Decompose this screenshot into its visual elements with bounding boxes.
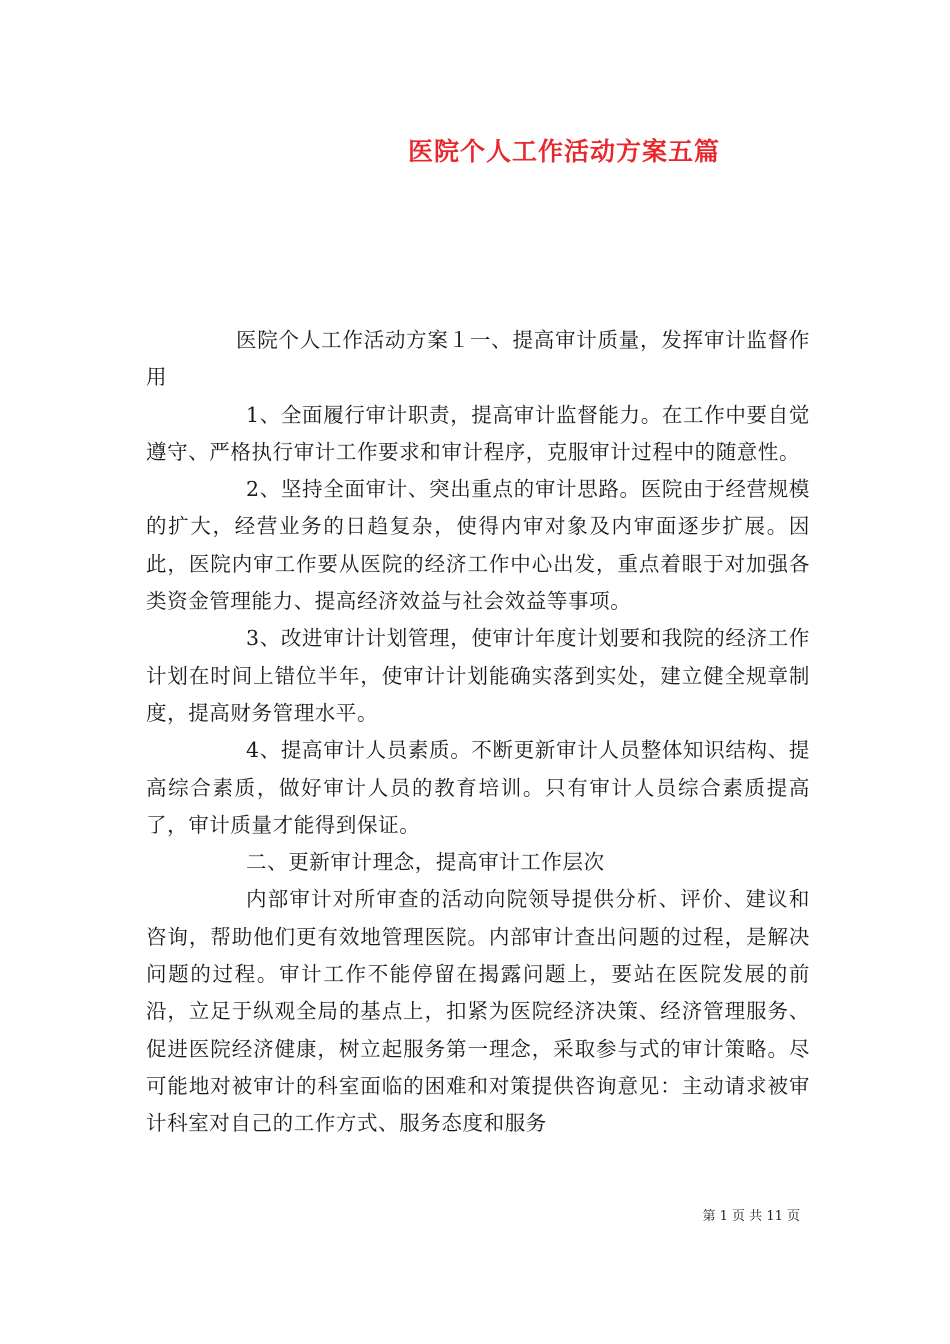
paragraph-item-3: 3、改进审计计划管理，使审计年度计划要和我院的经济工作计划在时间上错位半年，使审计计划能确实落到实处，建立健全规章制度，提高财务管理水平。 — [146, 626, 810, 725]
paragraph-item-1: 1、全面履行审计职责，提高审计监督能力。在工作中要自觉遵守、严格执行审计工作要求和审计程序，克服审计过程中的随意性。 — [146, 402, 810, 464]
document-title: 医院个人工作活动方案五篇 — [407, 137, 720, 166]
section-heading-2: 二、更新审计理念，提高审计工作层次 — [246, 850, 605, 875]
page-number: 第 1 页 共 11 页 — [702, 1209, 800, 1224]
document-body — [146, 322, 810, 1143]
paragraph-item-2: 2、坚持全面审计、突出重点的审计思路。医院由于经营规模的扩大，经营业务的日趋复杂，使得内审对象及内审面逐步扩展。因此，医院内审工作要从医院的经济工作中心出发，重点着眼于对加强各类资金管理能力、提高经济效益与社会效益等事项。 — [146, 477, 810, 614]
paragraph-item-4: 4、提高审计人员素质。不断更新审计人员整体知识结构、提高综合素质，做好审计人员的教育培训。只有审计人员综合素质提高了，审计质量才能得到保证。 — [146, 738, 810, 837]
paragraph-section-2: 内部审计对所审查的活动向院领导提供分析、评价、建议和咨询，帮助他们更有效地管理医院。内部审计查出问题的过程，是解决问题的过程。审计工作不能停留在揭露问题上，要站在医院发展的前沿，立足于纵观全局的基点上，扣紧为医院经济决策、经济管理服务、促进医院经济健康，树立起服务第一理念，采取参与式的审计策略。尽可能地对被审计的科室面临的困难和对策提供咨询意见：主动请求被审计科室对自己的工作方式、服务态度和服务 — [146, 887, 810, 1136]
paragraph-intro: 医院个人工作活动方案１一、提高审计质量，发挥审计监督作用 — [146, 328, 810, 390]
